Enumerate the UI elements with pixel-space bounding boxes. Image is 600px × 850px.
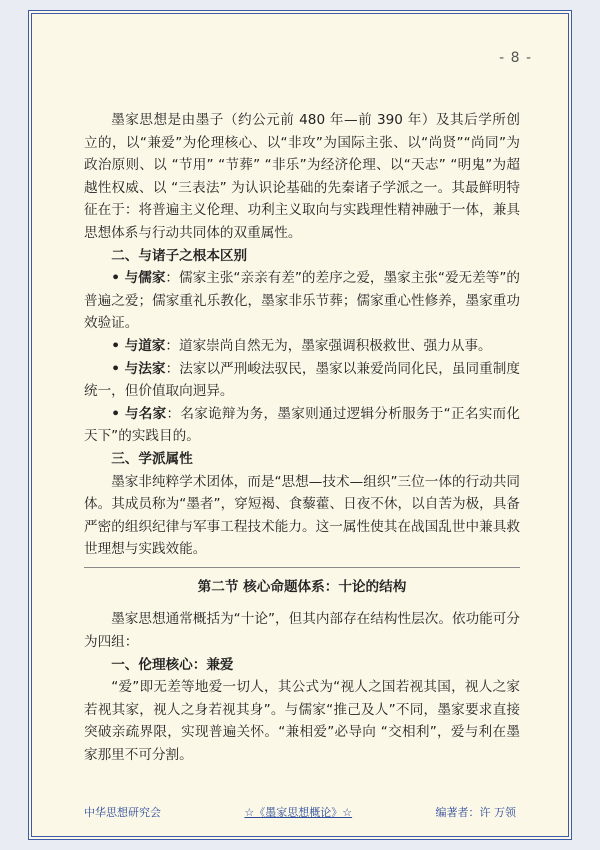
diff-item-legalist: [84, 358, 520, 403]
diff-item-logician: [84, 403, 520, 448]
diff-item-daoist: [84, 335, 520, 358]
attributes-paragraph: 墨家非纯粹学术团体，而是“思想—技术—组织”三位一体的行动共同体。其成员称为“墨者”，穿短褐、食藜藿、日夜不休，以自苦为极，具备严密的组织纪律与军事工程技术能力。这一属性使其在战国乱世中兼具救世理想与实践效能。: [84, 473, 520, 558]
intro-paragraph: 墨家思想是由墨子（约公元前 480 年—前 390 年）及其后学所创立的，以“兼爱”为伦理核心、以“非攻”为国际主张、以“尚贤”“尚同”为政治原则、以 “节用” “节葬” “非乐”为经济伦理、以“天志” “明鬼”为超越性权威、以 “三表法” 为认识论基础的先秦诸子学派之一。其最鲜明特征在于：将普遍主义伦理、功利主义取向与实践理性精神融于一体，兼具思想体系与行动共同体的双重属性。: [84, 112, 520, 241]
universal-love-paragraph: “爱”即无差等地爱一切人，其公式为“视人之国若视其国，视人之家若视其家，视人之身若视其身”。与儒家“推己及人”不同，墨家要求直接突破亲疏界限，实现普遍关怀。“兼相爱”必导向 “交相利”，爱与利在墨家那里不可分割。: [84, 679, 520, 764]
subsection-heading-universal-love: 一、伦理核心：兼爱: [111, 656, 234, 673]
page-footer: [84, 804, 516, 820]
diff-item-text: ：道家崇尚自然无为，墨家强调积极救世、强力从事。: [165, 337, 492, 354]
section-divider: [84, 567, 520, 568]
document-page: [28, 10, 572, 840]
diff-item-text: ：名家诡辩为务，墨家则通过逻辑分析服务于“正名实而化天下”的实践目的。: [84, 405, 521, 445]
footer-author: 编著者：许 万领: [435, 806, 516, 819]
page-number: - 8 -: [499, 50, 532, 66]
section-heading-attributes: 三、学派属性: [111, 450, 193, 467]
diff-item-label: • 与儒家: [111, 270, 166, 287]
diff-item-confucian: [84, 267, 520, 335]
diff-item-label: • 与法家: [111, 360, 166, 377]
footer-publisher: 中华思想研究会: [84, 806, 161, 819]
diff-item-label: • 与道家: [111, 337, 166, 354]
diff-item-label: • 与名家: [111, 405, 167, 422]
chapter-title: 第二节 核心命题体系：十论的结构: [197, 578, 407, 595]
section-heading-differences: 二、与诸子之根本区别: [111, 247, 248, 264]
footer-book-title: ☆《墨家思想概论》☆: [244, 806, 353, 819]
page-content: [84, 109, 520, 767]
diff-item-text: ：儒家主张“亲亲有差”的差序之爱，墨家主张“爱无差等”的普遍之爱；儒家重礼乐教化，墨家非乐节葬；儒家重心性修养，墨家重功效验证。: [84, 270, 521, 332]
diff-item-text: ：法家以严刑峻法驭民，墨家以兼爱尚同化民，虽同重制度统一，但价值取向迥异。: [84, 360, 521, 400]
chapter-intro-paragraph: 墨家思想通常概括为“十论”，但其内部存在结构性层次。依功能可分为四组：: [84, 611, 520, 651]
